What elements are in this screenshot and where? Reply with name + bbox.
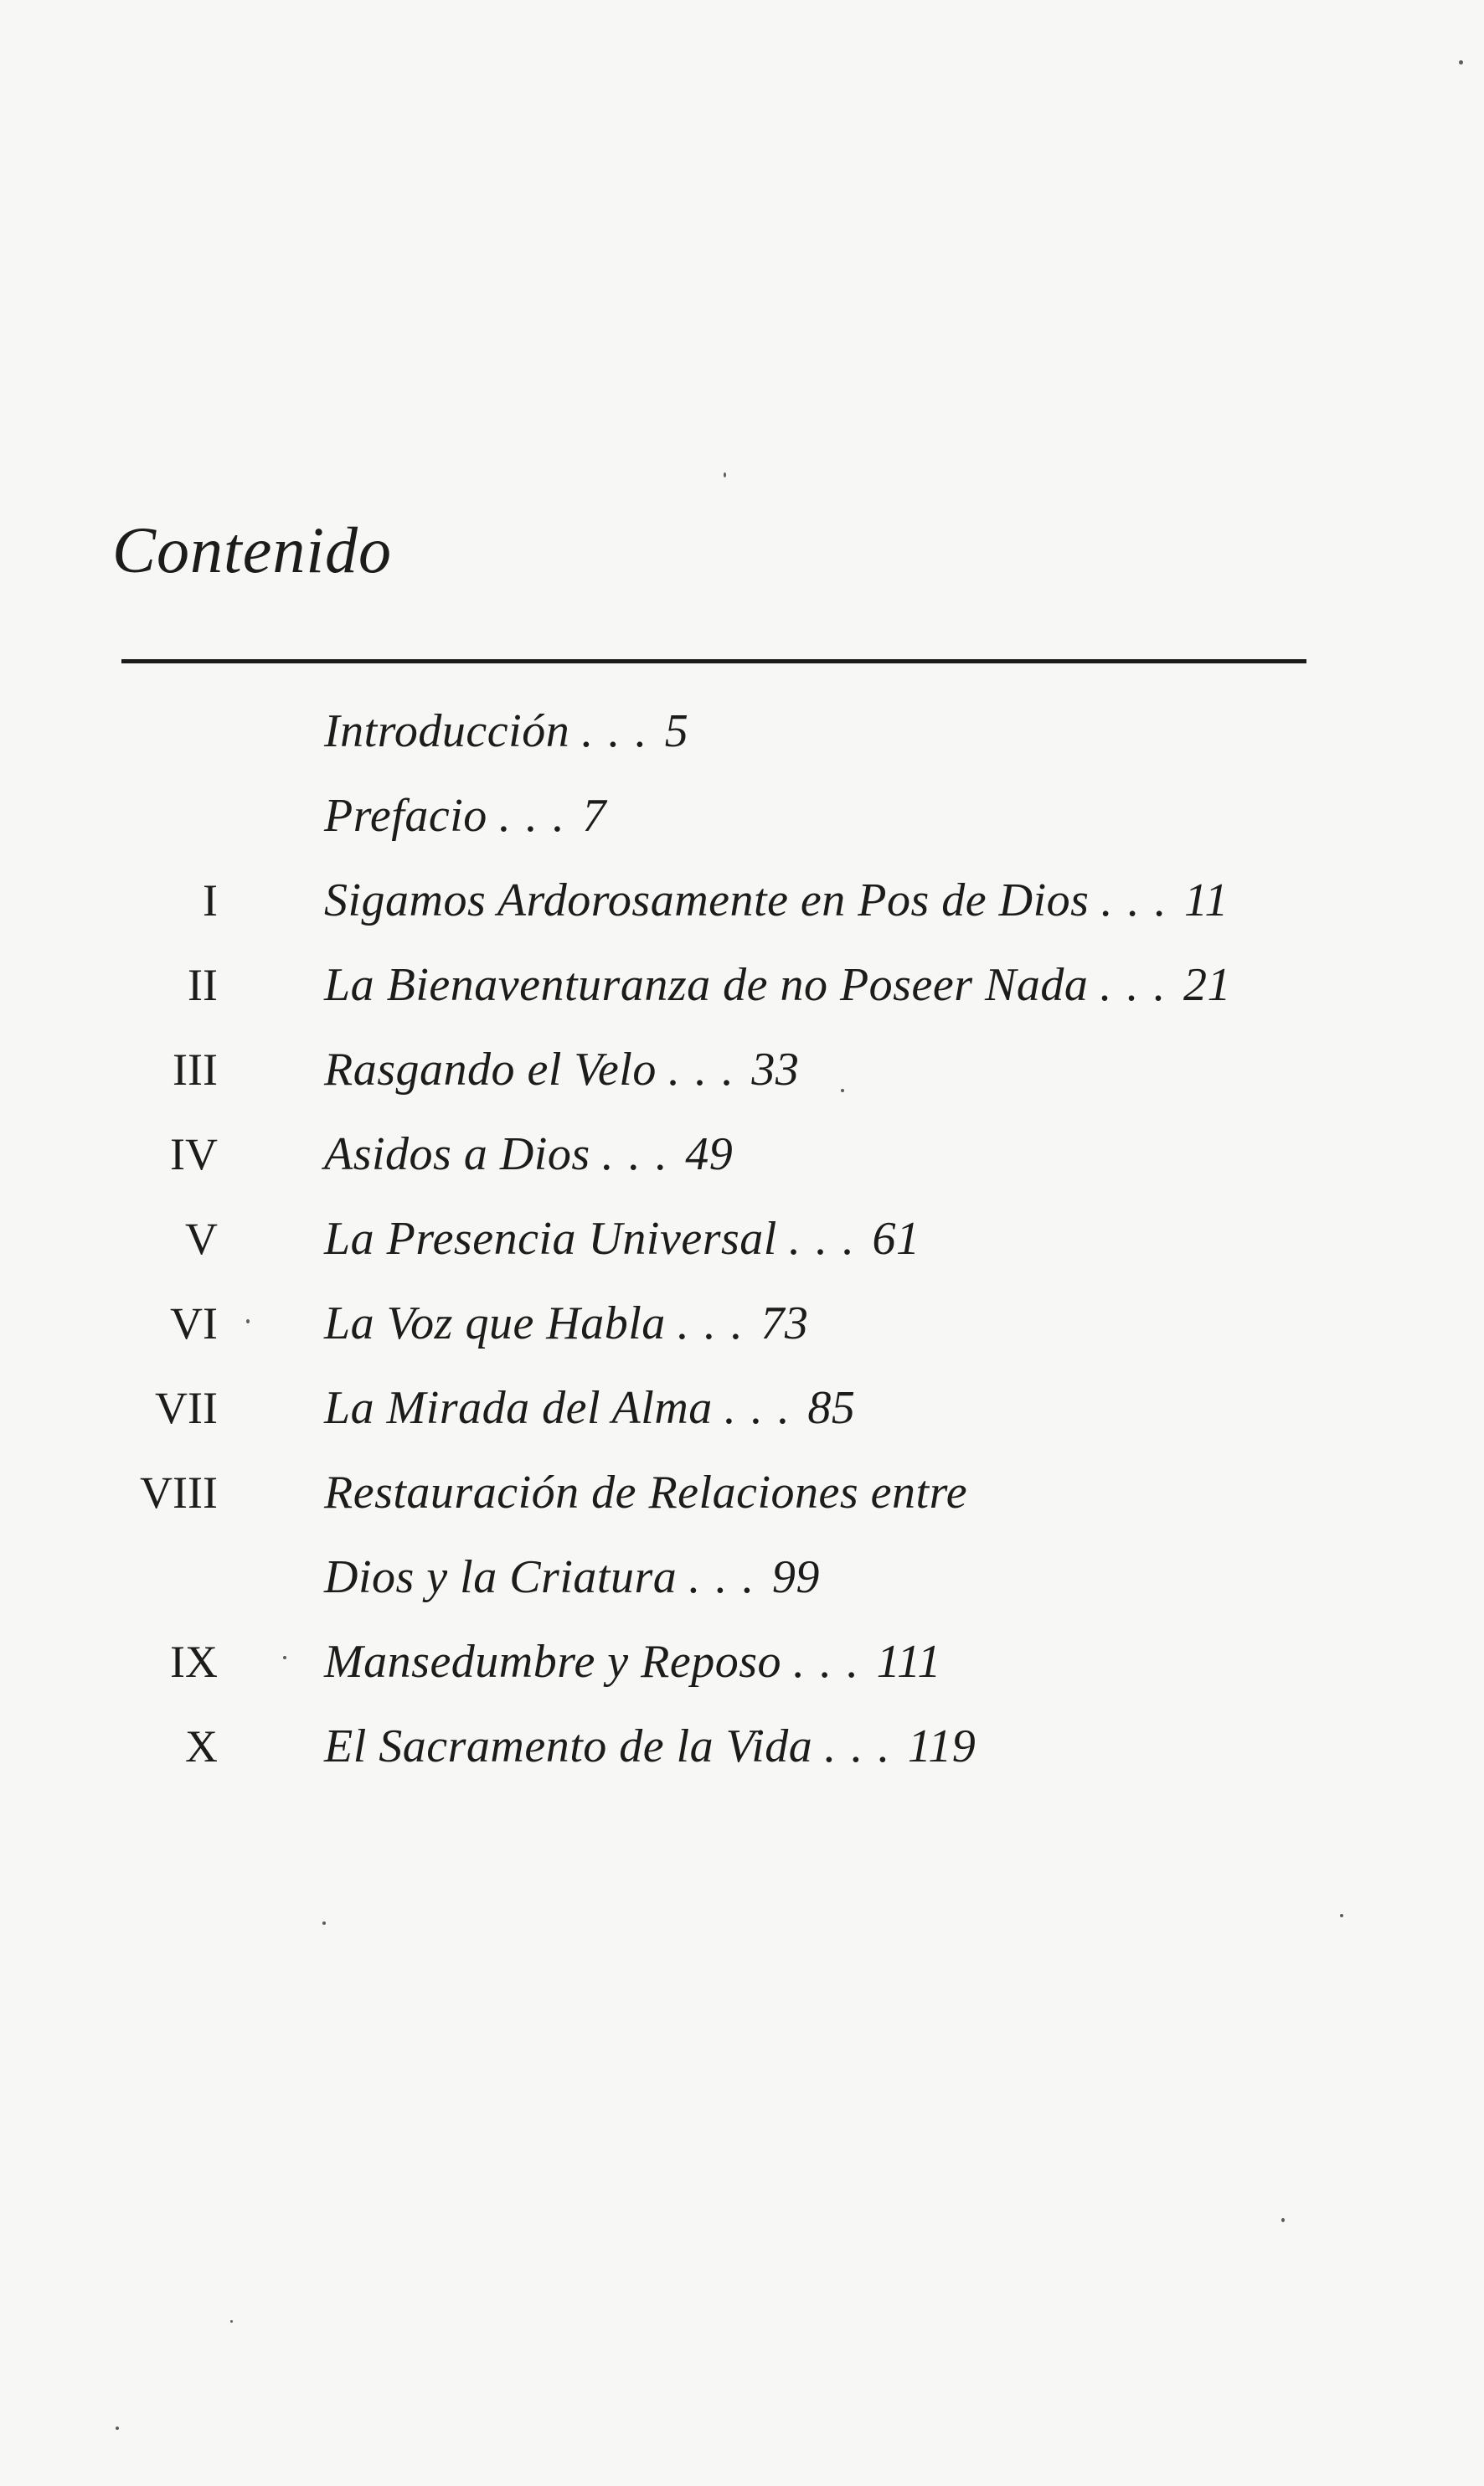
chapter-entry-text [324,1205,920,1272]
paper-speck [116,2427,119,2430]
leader-dots: . . . [581,705,649,757]
leader-dots: . . . [788,1213,856,1265]
title-divider [121,659,1306,663]
page-number: 21 [1183,959,1231,1011]
table-of-contents [0,698,1484,1797]
leader-dots: . . . [1100,959,1167,1011]
toc-entry [0,1121,1484,1205]
chapter-entry-text [324,1713,976,1780]
toc-entry [0,1290,1484,1375]
toc-entry [0,1544,1484,1628]
chapter-title: Sigamos Ardorosamente en Pos de Dios [324,874,1090,926]
leader-dots: . . . [793,1636,861,1688]
paper-speck [1340,1914,1343,1917]
chapter-entry-text [324,1628,941,1695]
toc-entry [0,1628,1484,1713]
page-number: 49 [685,1128,734,1180]
toc-entry [0,952,1484,1036]
chapter-entry-text [324,1036,799,1103]
chapter-title: Restauración de Relaciones entre [324,1467,968,1519]
toc-entry [0,1205,1484,1290]
paper-speck [283,1656,286,1659]
chapter-number: III [173,1044,218,1095]
leader-dots: . . . [724,1382,791,1434]
chapter-number: VI [170,1298,218,1349]
leader-dots: . . . [677,1297,745,1349]
page-number: 85 [807,1382,856,1434]
chapter-entry-text [324,698,688,765]
chapter-title: Prefacio [324,790,487,842]
page-number: 11 [1184,874,1229,926]
toc-entry [0,1375,1484,1459]
chapter-number: X [185,1721,218,1772]
chapter-number: IV [170,1129,218,1179]
toc-entry [0,1036,1484,1121]
paper-speck [724,472,726,477]
chapter-title: Dios y la Criatura [324,1551,678,1603]
chapter-entry-text [324,1544,820,1611]
toc-entry [0,867,1484,952]
chapter-title: Rasgando el Velo [324,1044,657,1096]
chapter-title: El Sacramento de la Vida [324,1720,813,1772]
toc-entry [0,1459,1484,1544]
page-number: 73 [760,1297,809,1349]
leader-dots: . . . [1100,874,1168,926]
chapter-entry-text [324,867,1229,934]
paper-speck [322,1921,326,1925]
toc-entry [0,1713,1484,1797]
page-number: 61 [872,1213,920,1265]
paper-speck [246,1319,250,1323]
page-number: 7 [582,790,606,842]
chapter-entry-text [324,782,606,849]
chapter-entry-text [324,1290,808,1357]
chapter-number: VIII [140,1467,218,1518]
page-number: 111 [876,1636,941,1688]
chapter-entry-text [324,1459,967,1526]
chapter-entry-text [324,952,1231,1019]
chapter-number: V [185,1214,218,1264]
leader-dots: . . . [601,1128,669,1180]
page-title: Contenido [112,513,392,586]
chapter-title: Introducción [324,705,570,757]
chapter-title: Asidos a Dios [324,1128,590,1180]
page-number: 119 [907,1720,976,1772]
toc-entry [0,698,1484,782]
page-number: 5 [664,705,689,757]
leader-dots: . . . [498,790,566,842]
paper-speck [230,2320,233,2323]
chapter-entry-text [324,1121,733,1188]
leader-dots: . . . [667,1044,735,1096]
paper-speck [1459,60,1463,64]
chapter-title: Mansedumbre y Reposo [324,1636,782,1688]
toc-entry [0,782,1484,867]
chapter-title: La Bienaventuranza de no Poseer Nada [324,959,1089,1011]
chapter-title: La Voz que Habla [324,1297,666,1349]
chapter-number: VII [155,1383,218,1433]
page-number: 33 [751,1044,800,1096]
chapter-entry-text [324,1375,855,1442]
paper-speck [1281,2218,1285,2222]
leader-dots: . . . [824,1720,892,1772]
chapter-number: II [188,960,218,1010]
chapter-title: La Mirada del Alma [324,1382,713,1434]
leader-dots: . . . [688,1551,756,1603]
chapter-title: La Presencia Universal [324,1213,777,1265]
page-number: 99 [771,1551,820,1603]
chapter-number: I [203,875,218,926]
paper-speck [841,1089,844,1092]
chapter-number: IX [170,1637,218,1687]
